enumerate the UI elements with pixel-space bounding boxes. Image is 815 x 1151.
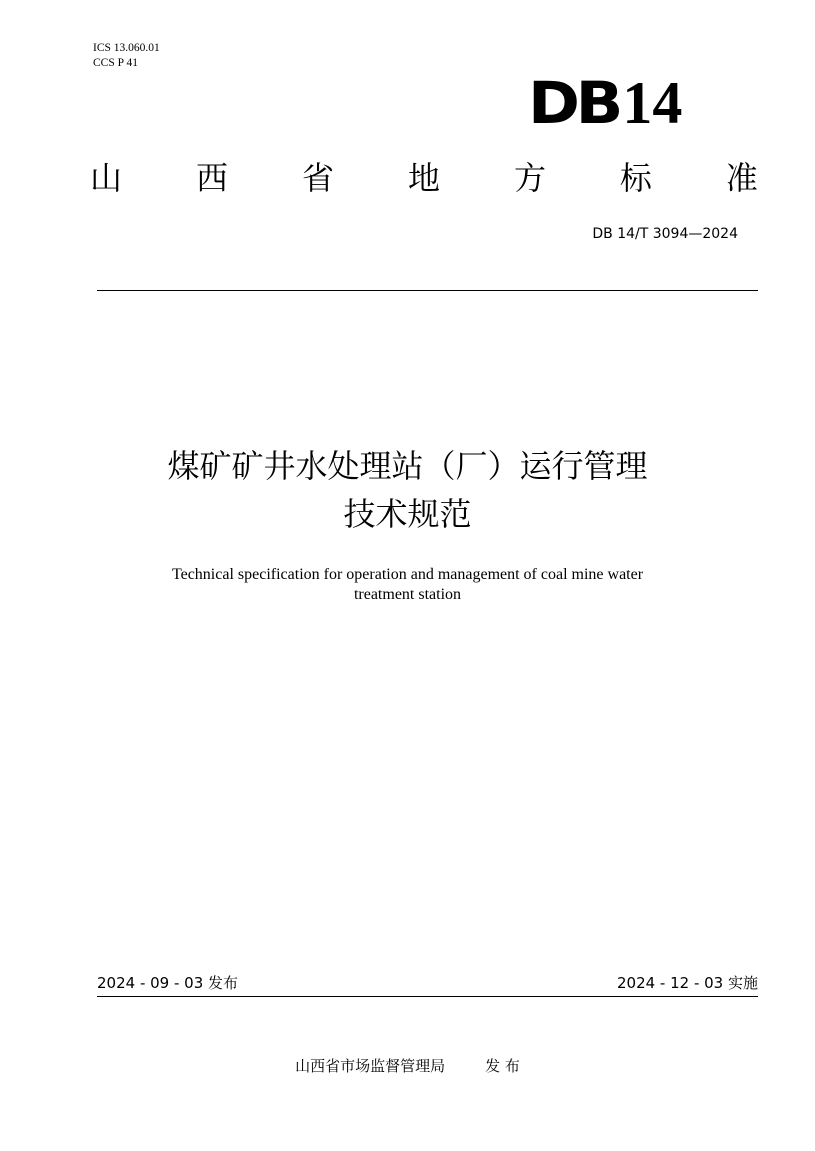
title-zh-line2: 技术规范 — [343, 495, 472, 533]
issuer-line — [0, 1055, 815, 1076]
logo-number: 14 — [622, 70, 683, 136]
logo-db: DB — [528, 69, 620, 137]
issuer-name: 山西省市场监督管理局 — [295, 1057, 446, 1075]
standard-type-char: 地 — [407, 159, 440, 197]
standard-number: DB 14/T 3094—2024 — [592, 226, 738, 242]
footer-divider — [97, 996, 758, 997]
title-zh-line1: 煤矿矿井水处理站（厂）运行管理 — [167, 447, 648, 485]
standard-type-char: 山 — [90, 159, 123, 197]
classification-codes — [93, 41, 160, 71]
header-divider — [97, 290, 758, 291]
standard-type-char: 西 — [195, 159, 228, 197]
issue-word: 发 布 — [485, 1057, 520, 1075]
standard-type-char: 标 — [619, 159, 652, 197]
publish-date: 2024 - 09 - 03 发布 — [97, 974, 239, 992]
title-en-line2: treatment station — [353, 586, 462, 603]
standard-type-char: 准 — [725, 159, 758, 197]
standard-type-char: 省 — [301, 159, 334, 197]
db14-logo — [528, 68, 682, 138]
standard-type-char: 方 — [513, 159, 546, 197]
implement-date: 2024 - 12 - 03 实施 — [616, 974, 758, 992]
ccs-code: CCS P 41 — [93, 57, 138, 69]
ics-code: ICS 13.060.01 — [93, 42, 160, 54]
standard-type — [90, 156, 758, 200]
title-en — [100, 565, 715, 605]
title-en-line1: Technical specification for operation and management of coal mine water — [171, 566, 644, 583]
